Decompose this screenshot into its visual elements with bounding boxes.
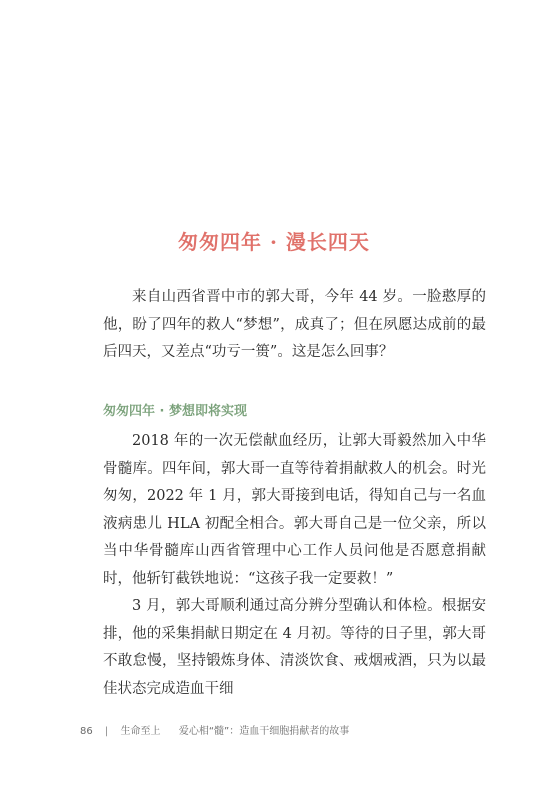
intro-paragraph: 来自山西省晋中市的郭大哥，今年 44 岁。一脸憨厚的他，盼了四年的救人“梦想”，成真了；但在夙愿达成前的最后四天，又差点“功亏一篑”。这是怎么回事？ [103,289,486,360]
section-body [103,428,486,703]
intro-text [103,284,486,367]
book-subtitle: 爱心相“髓”：造血干细胞捐献者的故事 [178,726,350,737]
body-paragraph: 3 月，郭大哥顺利通过高分辨分型确认和体检。根据安排，他的采集捐献日期定在 4 月初。等待的日子里，郭大哥不敢怠慢，坚持锻炼身体、清淡饮食、戒烟戒酒，只为以最佳状态完成造血干细 [103,598,486,697]
chapter-title: 匆匆四年 · 漫长四天 [178,230,370,254]
book-title: 生命至上 [120,726,161,737]
page-number: 86 [80,726,93,737]
footer-separator: | [104,726,109,737]
page-footer [80,722,349,737]
body-paragraph: 2018 年的一次无偿献血经历，让郭大哥毅然加入中华骨髓库。四年间，郭大哥一直等待着捐献救人的机会。时光匆匆，2022 年 1 月，郭大哥接到电话，得知自己与一名血液病患儿 HLA 初配全相合。郭大哥自己是一位父亲，所以当中华骨髓库山西省管理中心工作人员问他是否愿意捐献时，他斩钉截铁地说：“这孩子我一定要救！” [103,433,486,587]
section-heading: 匆匆四年 · 梦想即将实现 [103,404,247,419]
